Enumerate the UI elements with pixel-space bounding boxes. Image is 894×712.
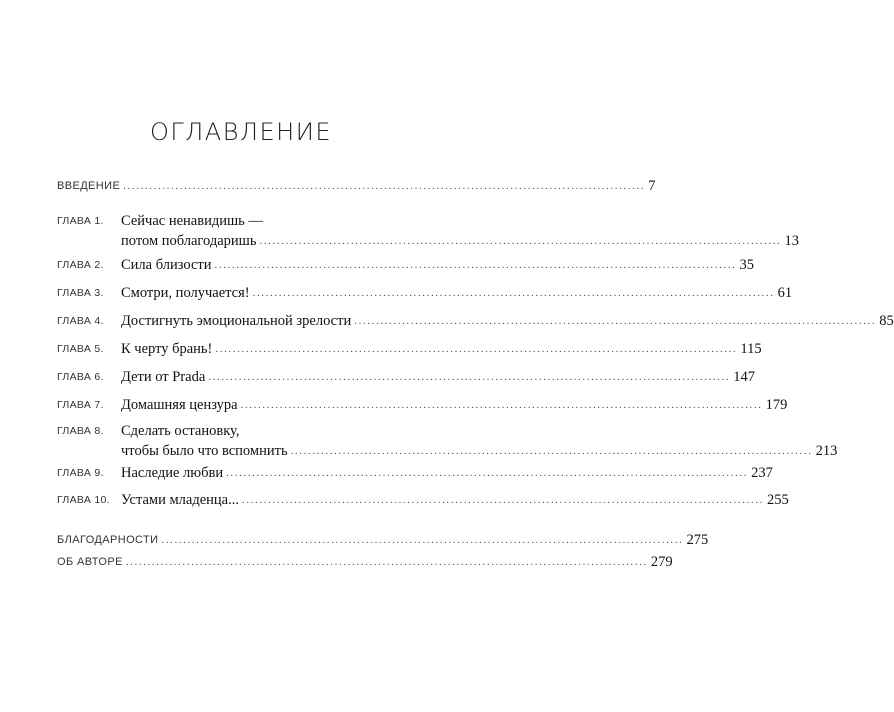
chapter-label: ГЛАВА 5. bbox=[57, 343, 104, 355]
toc-page-number: 147 bbox=[733, 369, 756, 385]
toc-page-number: 255 bbox=[766, 492, 789, 508]
toc-page-number: 7 bbox=[648, 178, 656, 194]
page-title: ОГЛАВЛЕНИЕ bbox=[150, 118, 332, 146]
toc-page-number: 35 bbox=[739, 257, 755, 273]
chapter-title: Устами младенца... bbox=[121, 492, 239, 508]
toc-entry-chapter-5[interactable] bbox=[57, 339, 762, 357]
dot-leader: ........................................................................................................................ bbox=[354, 315, 877, 327]
toc-page-number: 13 bbox=[784, 233, 799, 249]
dot-leader: ........................................................................................................................ bbox=[215, 343, 738, 355]
toc-entry-chapter-4[interactable] bbox=[57, 311, 894, 329]
dot-leader: ........................................................................................................................ bbox=[214, 259, 737, 271]
chapter-title-line1: Сделать остановку, bbox=[121, 423, 240, 439]
chapter-label: ГЛАВА 7. bbox=[57, 399, 104, 411]
dot-leader: ........................................................................................................................ bbox=[259, 235, 782, 247]
dot-leader: ........................................................................................................................ bbox=[290, 445, 813, 457]
chapter-label: ГЛАВА 3. bbox=[57, 287, 104, 299]
toc-page-number: 115 bbox=[740, 341, 762, 357]
dot-leader: ........................................................................................................................ bbox=[123, 180, 646, 192]
chapter-label: ГЛАВА 8. bbox=[57, 425, 104, 437]
chapter-label: ГЛАВА 9. bbox=[57, 467, 104, 479]
toc-entry-label: БЛАГОДАРНОСТИ bbox=[57, 534, 159, 546]
chapter-label: ГЛАВА 4. bbox=[57, 315, 104, 327]
chapter-label: ГЛАВА 6. bbox=[57, 371, 104, 383]
dot-leader: ........................................................................................................................ bbox=[240, 399, 763, 411]
chapter-title-line1: Сейчас ненавидишь — bbox=[121, 213, 263, 229]
dot-leader: ........................................................................................................................ bbox=[252, 287, 775, 299]
dot-leader: ........................................................................................................................ bbox=[208, 371, 731, 383]
chapter-label: ГЛАВА 10. bbox=[57, 494, 110, 506]
dot-leader: ........................................................................................................................ bbox=[125, 556, 648, 568]
chapter-title: Сила близости bbox=[121, 257, 212, 273]
chapter-label: ГЛАВА 1. bbox=[57, 215, 104, 227]
toc-entry-label: ВВЕДЕНИЕ bbox=[57, 180, 121, 192]
dot-leader: ........................................................................................................................ bbox=[161, 534, 684, 546]
chapter-title-line2: чтобы было что вспомнить bbox=[121, 443, 288, 459]
toc-entry-chapter-6[interactable] bbox=[57, 367, 756, 385]
chapter-title: Достигнуть эмоциональной зрелости bbox=[121, 313, 352, 329]
toc-page-number: 85 bbox=[879, 313, 894, 329]
dot-leader: ........................................................................................................................ bbox=[226, 467, 749, 479]
toc-entry-chapter-7[interactable] bbox=[57, 395, 788, 413]
toc-entry-chapter-2[interactable] bbox=[57, 255, 755, 273]
chapter-title: Дети от Prada bbox=[121, 369, 206, 385]
toc-entry-intro[interactable] bbox=[57, 176, 656, 194]
toc-page-number: 179 bbox=[765, 397, 788, 413]
chapter-label: ГЛАВА 2. bbox=[57, 259, 104, 271]
dot-leader: ........................................................................................................................ bbox=[241, 494, 764, 506]
toc-page-number: 61 bbox=[777, 285, 793, 301]
toc-entry-chapter-10[interactable] bbox=[57, 490, 789, 508]
toc-page-number: 275 bbox=[686, 532, 709, 548]
toc-entry-chapter-9[interactable] bbox=[57, 463, 773, 481]
toc-page-number: 213 bbox=[815, 443, 838, 459]
chapter-title: Домашняя цензура bbox=[121, 397, 238, 413]
toc-entry-acknowledgements[interactable] bbox=[57, 530, 709, 548]
toc-page-number: 279 bbox=[650, 554, 673, 570]
chapter-title-line2: потом поблагодаришь bbox=[121, 233, 257, 249]
toc-page-number: 237 bbox=[751, 465, 773, 481]
chapter-title: Наследие любви bbox=[121, 465, 224, 481]
chapter-title: Смотри, получается! bbox=[121, 285, 250, 301]
chapter-title: К черту брань! bbox=[121, 341, 213, 357]
toc-entry-chapter-3[interactable] bbox=[57, 283, 793, 301]
toc-entry-label: ОБ АВТОРЕ bbox=[57, 556, 123, 568]
toc-entry-about-author[interactable] bbox=[57, 552, 673, 570]
